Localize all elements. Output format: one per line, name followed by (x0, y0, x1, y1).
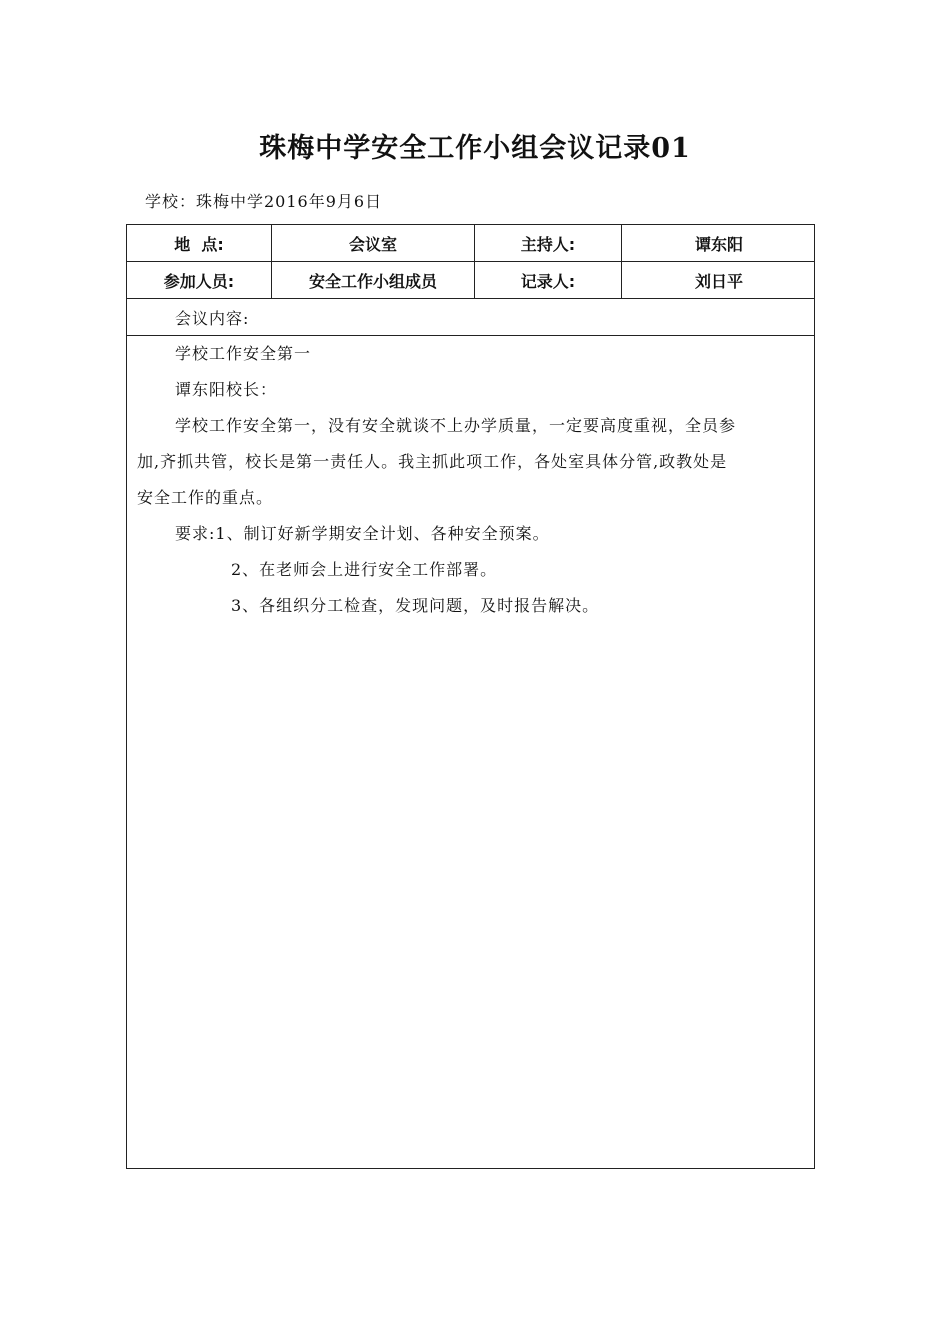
recorder-label: 记录人: (475, 262, 622, 298)
content-speaker: 谭东阳校长： (175, 380, 278, 399)
meeting-record-table (126, 224, 815, 1169)
content-label: 会议内容: (175, 308, 250, 328)
table-row-content-label (127, 299, 814, 336)
requirement-item: 2、在老师会上进行安全工作部署。 (231, 560, 498, 579)
content-heading: 学校工作安全第一 (175, 344, 312, 363)
table-row-attendees-recorder (127, 262, 814, 299)
paragraph-line: 安全工作的重点。 (137, 488, 274, 507)
recorder-value: 刘日平 (694, 271, 743, 291)
requirement-item: 3、各组织分工检查，发现问题，及时报告解决。 (231, 596, 600, 615)
location-label: 地 点: (127, 225, 272, 261)
school-date-line: 学校：珠梅中学2016年9月6日 (145, 192, 383, 211)
page-title: 珠梅中学安全工作小组会议记录01 (259, 133, 691, 164)
attendees-value: 安全工作小组成员 (272, 262, 475, 298)
host-value: 谭东阳 (694, 234, 743, 254)
requirement-item: 要求:1、制订好新学期安全计划、各种安全预案。 (175, 524, 550, 543)
host-label: 主持人: (475, 225, 622, 261)
attendees-label: 参加人员: (127, 262, 272, 298)
paragraph-line: 学校工作安全第一，没有安全就谈不上办学质量，一定要高度重视，全员参 (175, 416, 737, 435)
location-value: 会议室 (272, 225, 475, 261)
meeting-content (137, 336, 806, 624)
paragraph-line: 加,齐抓共管，校长是第一责任人。我主抓此项工作，各处室具体分管,政教处是 (137, 452, 728, 471)
table-row-location-host (127, 225, 814, 262)
